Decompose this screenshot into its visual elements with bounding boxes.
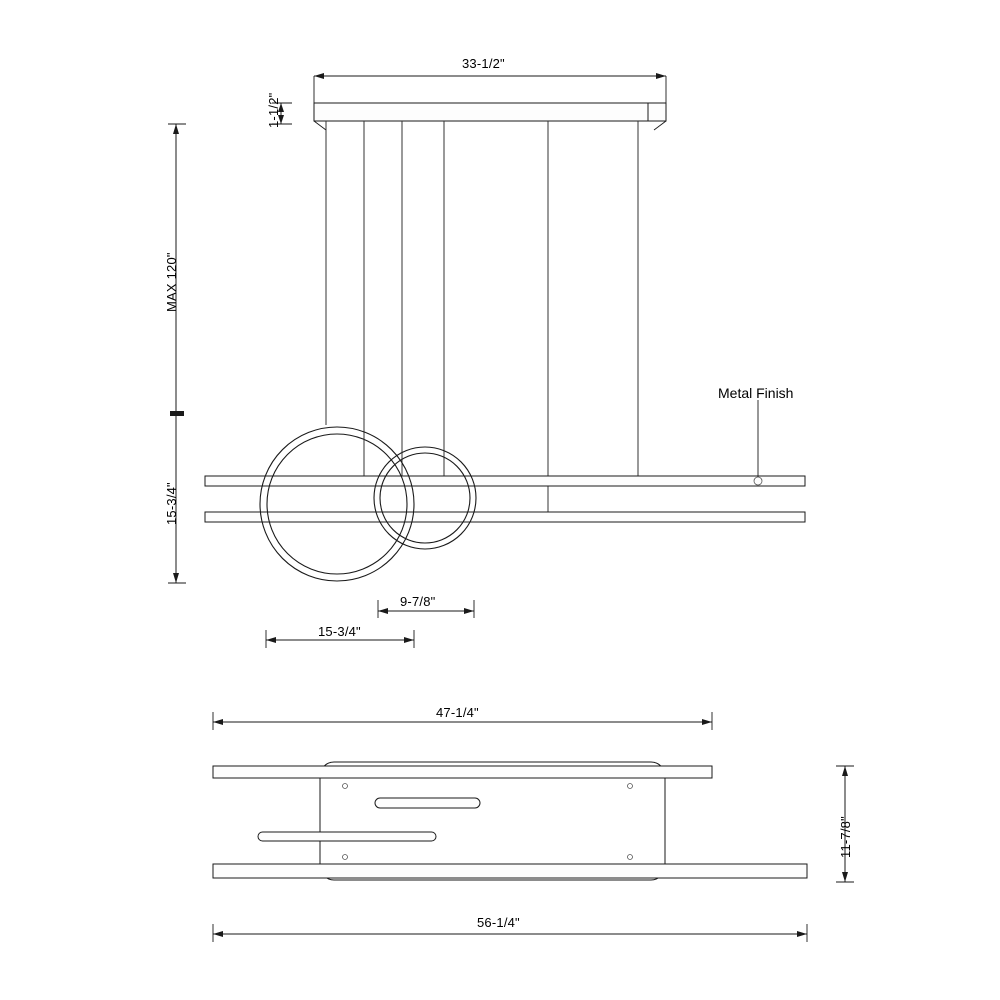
metal-finish-leader	[754, 400, 762, 485]
label-max-drop: MAX 120"	[164, 252, 179, 312]
label-small-ring-diameter: 9-7/8"	[400, 594, 436, 609]
dimension-top-width	[314, 73, 666, 103]
suspension-wires	[326, 121, 638, 515]
upper-light-bar	[205, 476, 805, 486]
label-top-width: 33-1/2"	[462, 56, 505, 71]
label-plan-outer-length: 56-1/4"	[477, 915, 520, 930]
label-plan-depth: 11-7/8"	[838, 816, 853, 858]
large-ring	[260, 427, 414, 581]
label-canopy-height: 1-1/2"	[266, 92, 281, 128]
canopy	[314, 103, 666, 130]
plan-body	[213, 762, 807, 880]
label-large-ring-diameter: 15-3/4"	[318, 624, 361, 639]
small-ring	[374, 447, 476, 549]
label-fixture-height: 15-3/4"	[164, 482, 179, 525]
label-plan-inner-length: 47-1/4"	[436, 705, 479, 720]
lower-light-bar	[205, 512, 805, 522]
label-metal-finish: Metal Finish	[718, 385, 794, 401]
